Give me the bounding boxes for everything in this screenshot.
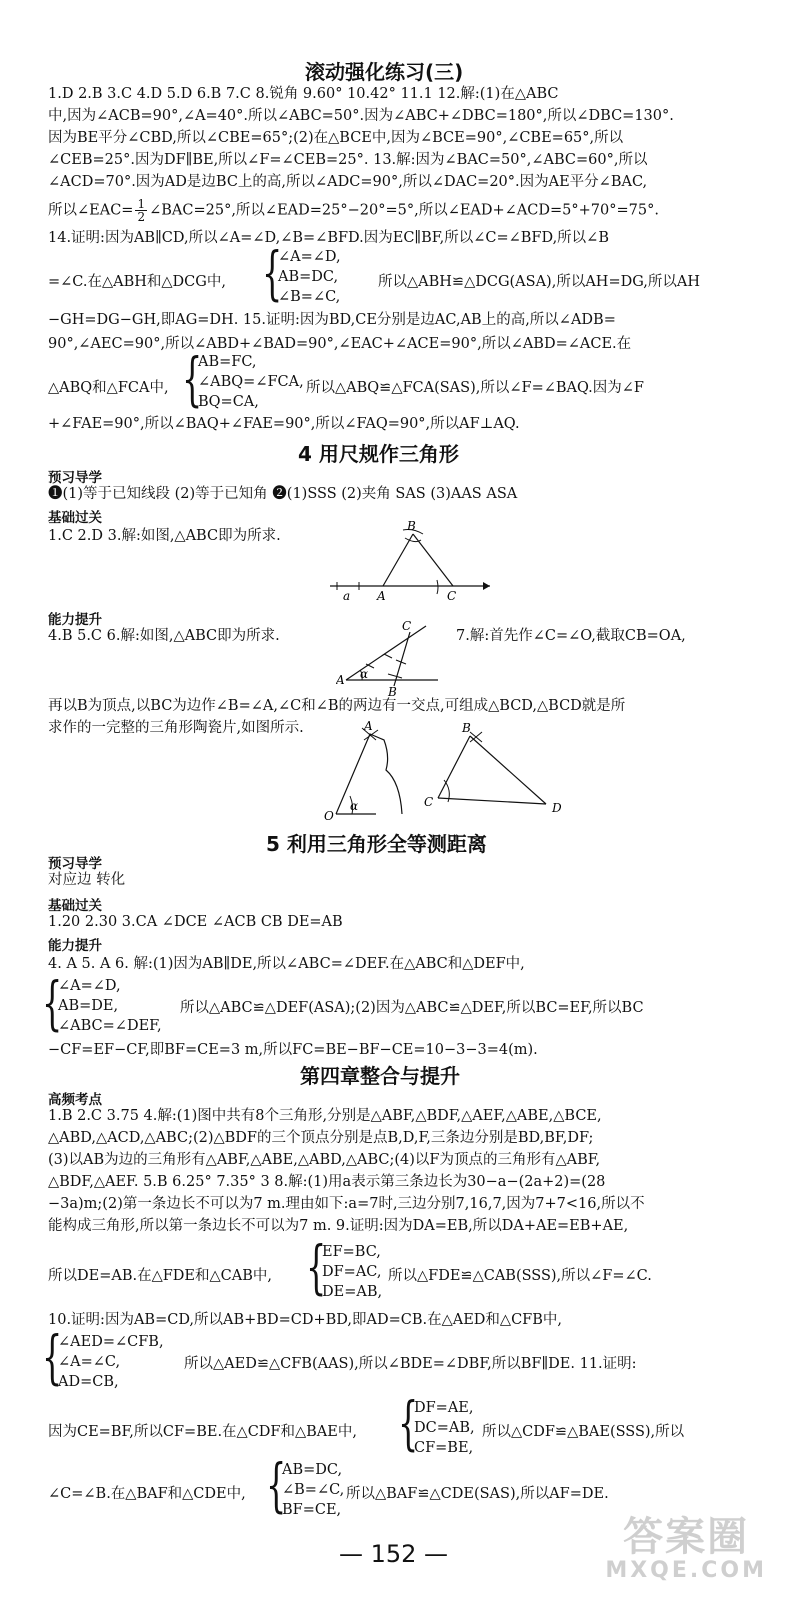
text-line: 因为BE平分∠CBD,所以∠CBE=65°;(2)在△BCE中,因为∠BCE=90°,∠CBE=65°,所以: [48, 130, 624, 146]
text-line: −CF=EF−CF,即BF=CE=3 m,所以FC=BE−BF−CE=10−3−3=4(m).: [48, 1042, 538, 1058]
left-brace: {: [266, 1451, 287, 1519]
left-brace: {: [262, 239, 283, 307]
watermark-line-1: 答案圈: [623, 1514, 750, 1560]
equation-system-q15: [198, 352, 304, 412]
text-line: ❶(1)等于已知线段 (2)等于已知角 ❷(1)SSS (2)夹角 SAS (3)AAS ASA: [48, 486, 518, 502]
figure-triangle-abc-1: [325, 518, 495, 606]
text-line: −3a)m;(2)第一条边长不可以为7 m.理由如下:a=7时,三边分别7,16,7,因为7+7<16,所以不: [48, 1196, 645, 1212]
system-row: DF=AE,: [414, 1400, 474, 1416]
equation-system-q14: [278, 247, 341, 307]
system-row: ∠B=∠C,: [282, 1482, 345, 1498]
equation-system-q6: [58, 976, 162, 1036]
equation-system-q10: [58, 1332, 164, 1392]
equation-system-q11b: [282, 1460, 344, 1520]
system-row: AB=DE,: [58, 998, 119, 1014]
system-row: AD=CB,: [58, 1374, 119, 1390]
system-row: AB=DC,: [278, 269, 339, 285]
text-line: 1.D 2.B 3.C 4.D 5.D 6.B 7.C 8.锐角 9.60° 10.42° 11.1 12.解:(1)在△ABC: [48, 86, 559, 102]
text-line: (3)以AB为边的三角形有△ABF,△ABE,△ABD,△ABC;(4)以F为顶点的三角形有△ABF,: [48, 1152, 601, 1168]
system-row: DC=AB,: [414, 1420, 475, 1436]
text-line: ∠C=∠B.在△BAF和△CDE中,: [48, 1486, 246, 1502]
system-row: ∠ABC=∠DEF,: [58, 1018, 162, 1034]
system-row: CF=BE,: [414, 1440, 474, 1456]
text-line: △BDF,△AEF. 5.B 6.25° 7.35° 3 8.解:(1)用a表示第三条边长为30−a−(2a+2)=(28: [48, 1174, 606, 1190]
text-line: 所以△ABH≌△DCG(ASA),所以AH=DG,所以AH: [378, 274, 701, 290]
equation-system-q9: [322, 1242, 382, 1302]
left-brace: {: [42, 969, 63, 1037]
text-line: 所以DE=AB.在△FDE和△CAB中,: [48, 1268, 272, 1284]
fig-label-A: A: [377, 589, 386, 603]
text-line: ∠CEB=25°.因为DF∥BE,所以∠F=∠CEB=25°. 13.解:因为∠BAC=50°,∠ABC=60°,所以: [48, 152, 648, 168]
system-row: ∠A=∠D,: [58, 978, 121, 994]
system-row: AB=DC,: [282, 1462, 343, 1478]
text-line: 对应边 转化: [48, 872, 126, 888]
figure-triangle-abc-2: [336, 620, 440, 696]
system-row: ∠B=∠C,: [278, 289, 341, 305]
section-title-chapter-summary: 第四章整合与提升: [300, 1064, 460, 1088]
text-line: 1.20 2.30 3.CA ∠DCE ∠ACB CB DE=AB: [48, 914, 343, 930]
page-number: — 152 —: [338, 1540, 449, 1568]
fig-label-alpha: α: [350, 799, 359, 813]
left-brace: {: [398, 1389, 419, 1457]
system-row: DF=AC,: [322, 1264, 382, 1280]
text-line: 所以△FDE≌△CAB(SSS),所以∠F=∠C.: [388, 1268, 652, 1284]
system-row: DE=AB,: [322, 1284, 383, 1300]
text-line: 1.B 2.C 3.75 4.解:(1)图中共有8个三角形,分别是△ABF,△BDF,△AEF,△ABE,△BCE,: [48, 1108, 602, 1124]
text-line: 所以△CDF≌△BAE(SSS),所以: [482, 1424, 685, 1440]
fraction-prefix: 所以∠EAC=: [48, 202, 134, 219]
fig-label-B: B: [407, 519, 416, 533]
text-line: △ABD,△ACD,△ABC;(2)△BDF的三个顶点分别是点B,D,F,三条边分别是BD,BF,DF;: [48, 1130, 594, 1146]
system-row: ∠A=∠C,: [58, 1354, 121, 1370]
text-line: 1.C 2.D 3.解:如图,△ABC即为所求.: [48, 528, 281, 544]
left-brace: {: [42, 1323, 63, 1391]
fig-label-A: A: [364, 720, 373, 733]
system-row: EF=BC,: [322, 1244, 381, 1260]
text-line: 中,因为∠ACB=90°,∠A=40°.所以∠ABC=50°.因为∠ABC+∠DBC=180°,所以∠DBC=130°.: [48, 108, 674, 124]
text-line: 4.B 5.C 6.解:如图,△ABC即为所求.: [48, 628, 280, 644]
text-line: 7.解:首先作∠C=∠O,截取CB=OA,: [456, 628, 686, 644]
label-frequent: 高频考点: [48, 1092, 102, 1108]
fraction-numerator: 1: [137, 197, 146, 211]
left-brace: {: [182, 345, 203, 413]
text-line: 能构成三角形,所以第一条边长不可以为7 m. 9.证明:因为DA=EB,所以DA+AE=EB+AE,: [48, 1218, 629, 1234]
label-basic: 基础过关: [48, 898, 102, 914]
fig-label-C: C: [402, 620, 412, 633]
text-line: 10.证明:因为AB=CD,所以AB+BD=CD+BD,即AD=CB.在△AED和△CFB中,: [48, 1312, 562, 1328]
fig-label-alpha: α: [360, 667, 369, 681]
text-line: 90°,∠AEC=90°,所以∠ABD+∠BAD=90°,∠EAC+∠ACE=90°,所以∠ABD=∠ACE.在: [48, 336, 632, 352]
text-line: 所以△BAF≌△CDE(SAS),所以AF=DE.: [346, 1486, 609, 1502]
equation-system-q11a: [414, 1398, 475, 1458]
fig-label-B: B: [388, 685, 397, 696]
fraction-suffix: ∠BAC=25°,所以∠EAD=25°−20°=5°,所以∠EAD+∠ACD=5°+70°=75°.: [149, 202, 659, 219]
label-preview: 预习导学: [48, 470, 102, 486]
text-line: +∠FAE=90°,所以∠BAQ+∠FAE=90°,所以∠FAQ=90°,所以AF⊥AQ.: [48, 416, 520, 432]
fraction-one-half: [135, 198, 147, 223]
fig-label-B: B: [462, 721, 471, 735]
text-line-with-fraction: [48, 198, 659, 223]
system-row: ∠A=∠D,: [278, 249, 341, 265]
fig-label-C: C: [424, 795, 434, 809]
figure-ceramic-pieces: [320, 720, 580, 822]
text-line: 14.证明:因为AB∥CD,所以∠A=∠D,∠B=∠BFD.因为EC∥BF,所以∠C=∠BFD,所以∠B: [48, 230, 609, 246]
label-basic: 基础过关: [48, 510, 102, 526]
system-row: AB=FC,: [198, 354, 257, 370]
watermark-line-2: MXQE.COM: [605, 1558, 767, 1583]
text-line: △ABQ和△FCA中,: [48, 380, 169, 396]
text-line: ∠ACD=70°.因为AD是边BC上的高,所以∠ADC=90°,所以∠DAC=20°.因为AE平分∠BAC,: [48, 174, 648, 190]
text-line: 再以B为顶点,以BC为边作∠B=∠A,∠C和∠B的两边有一交点,可组成△BCD,△BCD就是所: [48, 698, 626, 714]
fig-label-D: D: [552, 801, 562, 815]
text-line: 因为CE=BF,所以CF=BE.在△CDF和△BAE中,: [48, 1424, 357, 1440]
text-line: 4. A 5. A 6. 解:(1)因为AB∥DE,所以∠ABC=∠DEF.在△ABC和△DEF中,: [48, 956, 525, 972]
fig-label-a: a: [343, 589, 351, 603]
label-ability: 能力提升: [48, 612, 102, 628]
text-line: 求作的一完整的三角形陶瓷片,如图所示.: [48, 720, 304, 736]
section-title-measure-distance: 5 利用三角形全等测距离: [266, 832, 487, 856]
label-preview: 预习导学: [48, 856, 102, 872]
watermark-logo: [605, 1515, 767, 1583]
fig-label-O: O: [324, 809, 334, 822]
fig-label-C: C: [447, 589, 457, 603]
system-row: BQ=CA,: [198, 394, 259, 410]
system-row: ∠AED=∠CFB,: [58, 1334, 164, 1350]
text-line: −GH=DG−GH,即AG=DH. 15.证明:因为BD,CE分别是边AC,AB上的高,所以∠ADB=: [48, 312, 616, 328]
text-line: =∠C.在△ABH和△DCG中,: [48, 274, 226, 290]
left-brace: {: [306, 1233, 327, 1301]
fig-label-A: A: [336, 673, 345, 687]
fraction-denominator: 2: [137, 210, 146, 224]
system-row: ∠ABQ=∠FCA,: [198, 374, 304, 390]
section-title-construct-triangle: 4 用尺规作三角形: [298, 442, 459, 466]
system-row: BF=CE,: [282, 1502, 342, 1518]
label-ability: 能力提升: [48, 938, 102, 954]
section-title-rolling-practice-3: 滚动强化练习(三): [305, 60, 464, 84]
text-line: 所以△ABQ≌△FCA(SAS),所以∠F=∠BAQ.因为∠F: [306, 380, 644, 396]
text-line: 所以△AED≌△CFB(AAS),所以∠BDE=∠DBF,所以BF∥DE. 11.证明:: [184, 1356, 637, 1372]
text-line: 所以△ABC≌△DEF(ASA);(2)因为△ABC≌△DEF,所以BC=EF,所以BC: [180, 1000, 644, 1016]
